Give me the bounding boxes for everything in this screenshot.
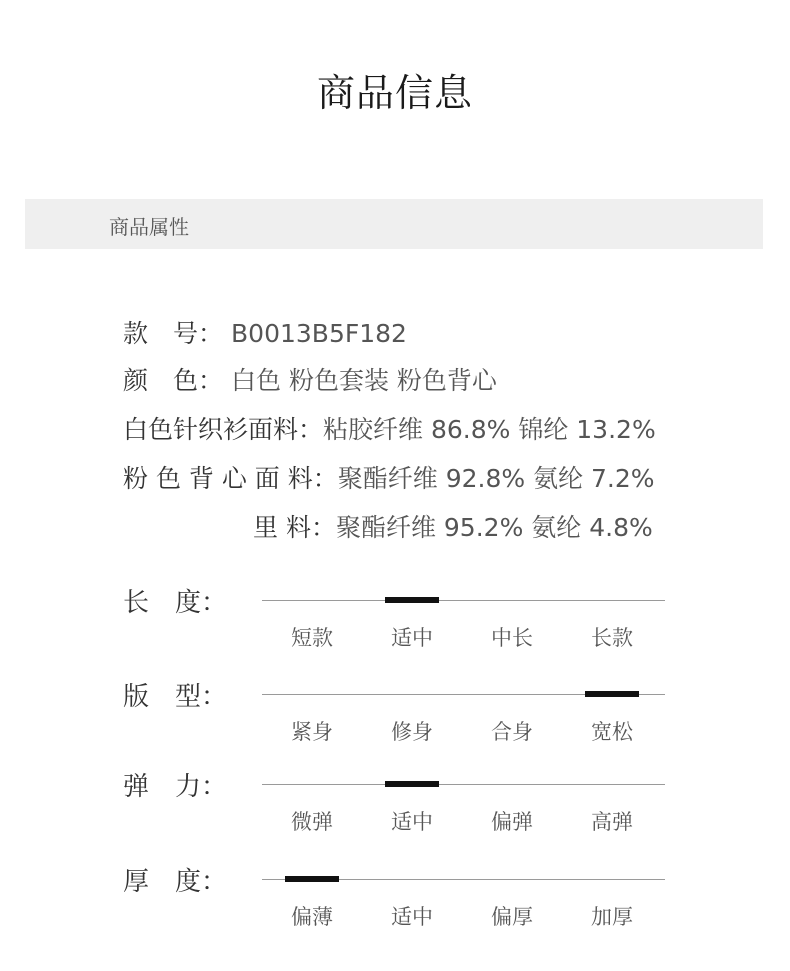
scale-marker [285, 876, 339, 882]
page-title: 商品信息 [316, 71, 473, 115]
scale-option: 中长 [491, 626, 533, 650]
attribute-label: 颜 色： [123, 366, 224, 395]
section-label: 商品属性 [109, 215, 189, 239]
attribute-white-knit-fabric [123, 410, 656, 446]
scale-option: 适中 [391, 810, 433, 834]
attribute-value: B0013B5F182 [231, 319, 407, 348]
scale-label: 弹 力： [123, 772, 228, 802]
attribute-label: 里 料： [253, 513, 336, 542]
scale-option: 加厚 [591, 905, 633, 929]
attribute-color [123, 361, 497, 397]
scale-option: 偏厚 [491, 905, 533, 929]
scale-fit [123, 676, 683, 746]
scale-option: 偏弹 [491, 810, 533, 834]
attribute-style-number [123, 314, 407, 350]
attribute-lining [253, 508, 653, 544]
scale-option: 宽松 [591, 720, 633, 744]
scale-option: 合身 [491, 720, 533, 744]
scale-option: 修身 [391, 720, 433, 744]
attribute-value: 白色 粉色套装 粉色背心 [231, 366, 497, 395]
section-header [25, 199, 763, 249]
scale-option: 高弹 [591, 810, 633, 834]
scale-option: 微弹 [291, 810, 333, 834]
scale-option: 适中 [391, 905, 433, 929]
scale-option: 长款 [591, 626, 633, 650]
scale-track [262, 784, 665, 785]
attribute-pink-vest-fabric [123, 459, 655, 495]
scale-option: 短款 [291, 626, 333, 650]
scale-marker [385, 781, 439, 787]
scale-elasticity [123, 766, 683, 836]
attribute-value: 聚酯纤维 95.2% 氨纶 4.8% [335, 513, 653, 542]
attribute-value: 聚酯纤维 92.8% 氨纶 7.2% [337, 464, 655, 493]
attribute-label: 粉 色 背 心 面 料： [123, 464, 338, 493]
scale-label: 长 度： [123, 588, 228, 618]
scale-label: 版 型： [123, 682, 228, 712]
scale-option: 紧身 [291, 720, 333, 744]
scale-option: 适中 [391, 626, 433, 650]
scale-track [262, 600, 665, 601]
scale-option: 偏薄 [291, 905, 333, 929]
attribute-value: 粘胶纤维 86.8% 锦纶 13.2% [323, 415, 656, 444]
scale-marker [585, 691, 639, 697]
scale-length [123, 582, 683, 652]
scale-marker [385, 597, 439, 603]
attribute-label: 白色针织衫面料： [123, 415, 324, 444]
scale-thickness [123, 861, 683, 931]
attribute-label: 款 号： [123, 319, 224, 348]
scale-label: 厚 度： [123, 867, 228, 897]
